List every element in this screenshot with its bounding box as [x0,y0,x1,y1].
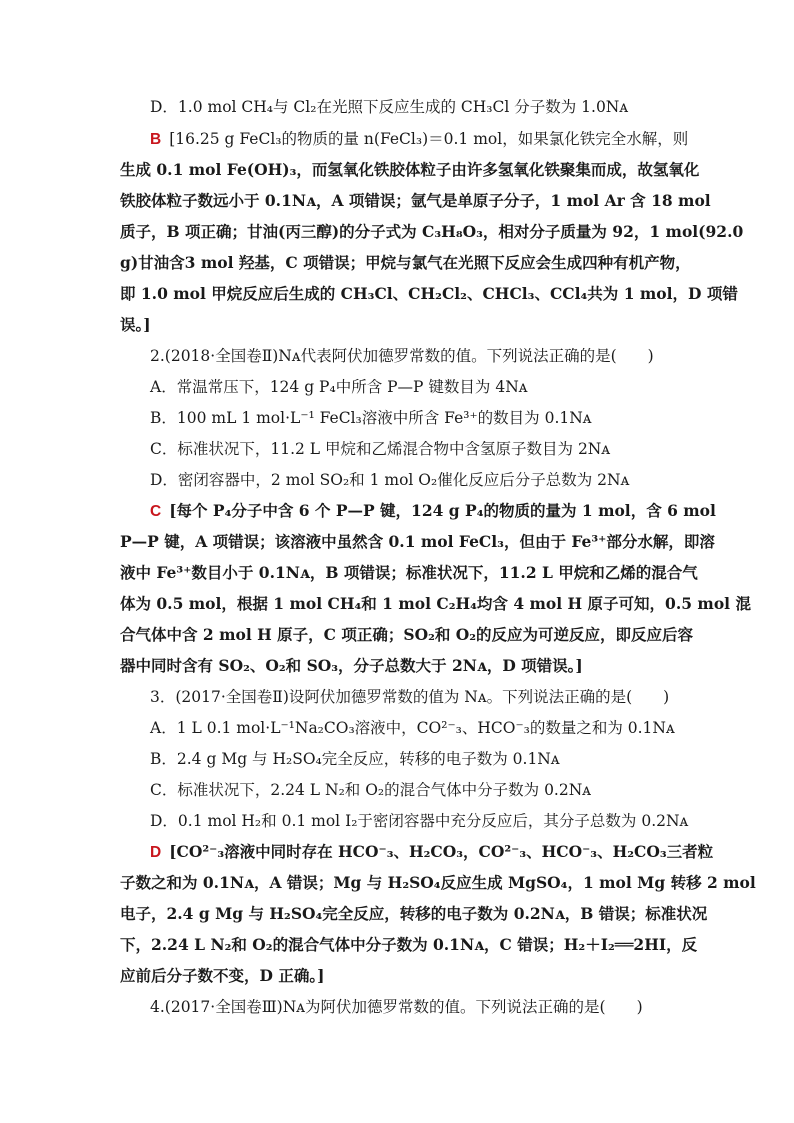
q1-explanation-line: g)甘油含3 mol 羟基，C 项错误；甲烷与氯气在光照下反应会生成四种有机产物， [120,253,691,272]
q2-option-d: D．密闭容器中，2 mol SO₂和 1 mol O₂催化反应后分子总数为 2Nᴀ [150,471,630,489]
q3-option-c: C．标准状况下，2.24 L N₂和 O₂的混合气体中分子数为 0.2Nᴀ [150,781,592,799]
q1-explanation-line: B [16.25 g FeCl₃的物质的量 n(FeCl₃)＝0.1 mol，如果氯化铁完全水解，则 [150,130,689,148]
q2-explanation-line: 器中同时含有 SO₂、O₂和 SO₃，分子总数大于 2Nᴀ，D 项错误。] [120,656,583,675]
q2-explanation-line: 合气体中含 2 mol H 原子，C 项正确；SO₂和 O₂的反应为可逆反应，即反应后容 [120,625,694,644]
q1-explanation-line: 铁胶体粒子数远小于 0.1Nᴀ，A 项错误；氩气是单原子分子，1 mol Ar 含 18 mol [120,191,711,210]
q1-explanation-line: 误。] [120,315,151,334]
q2-answer-letter: C [150,503,162,520]
q3-explanation-line: 应前后分子数不变，D 正确。] [120,966,325,985]
q3-explanation-line: 子数之和为 0.1Nᴀ，A 错误；Mg 与 H₂SO₄反应生成 MgSO₄，1 mol Mg 转移 2 mol [120,873,756,892]
q2-explanation-line: P—P 键，A 项错误；该溶液中虽然含 0.1 mol FeCl₃，但由于 Fe³⁺部分水解，即溶 [120,532,715,551]
q2-stem: 2.(2018·全国卷Ⅱ)Nᴀ代表阿伏加德罗常数的值。下列说法正确的是( ) [150,347,654,365]
q3-answer-letter: D [150,844,162,861]
q1-answer-letter: B [150,131,162,148]
q3-option-b: B．2.4 g Mg 与 H₂SO₄完全反应，转移的电子数为 0.1Nᴀ [150,750,560,768]
q2-option-c: C．标准状况下，11.2 L 甲烷和乙烯混合物中含氢原子数目为 2Nᴀ [150,440,611,458]
q4-stem: 4.(2017·全国卷Ⅲ)Nᴀ为阿伏加德罗常数的值。下列说法正确的是( ) [150,998,643,1016]
q2-explanation-line: C [每个 P₄分子中含 6 个 P—P 键，124 g P₄的物质的量为 1 mol，含 6 mol [150,501,716,520]
q2-option-a: A．常温常压下，124 g P₄中所含 P—P 键数目为 4Nᴀ [150,378,528,396]
q2-explanation-line: 液中 Fe³⁺数目小于 0.1Nᴀ，B 项错误；标准状况下，11.2 L 甲烷和乙烯的混合气 [120,563,698,582]
q3-explanation-line: 电子，2.4 g Mg 与 H₂SO₄完全反应，转移的电子数为 0.2Nᴀ，B 错误；标准状况 [120,904,708,923]
q2-option-b: B．100 mL 1 mol·L⁻¹ FeCl₃溶液中所含 Fe³⁺的数目为 0.1Nᴀ [150,409,592,427]
q1-explanation-line: 生成 0.1 mol Fe(OH)₃，而氢氧化铁胶体粒子由许多氢氧化铁聚集而成，故氢氧化 [120,160,700,179]
q3-stem: 3．(2017·全国卷Ⅱ)设阿伏加德罗常数的值为 Nᴀ。下列说法正确的是( ) [150,688,670,706]
q1-explanation-line: 质子，B 项正确；甘油(丙三醇)的分子式为 C₃H₈O₃，相对分子质量为 92，1 mol(92.0 [120,222,744,241]
q3-explanation-line: 下，2.24 L N₂和 O₂的混合气体中分子数为 0.1Nᴀ，C 错误；H₂＋I₂══2HI，反 [120,935,698,954]
q3-explanation-line: D [CO²⁻₃溶液中同时存在 HCO⁻₃、H₂CO₃，CO²⁻₃、HCO⁻₃、H₂CO₃三者粒 [150,842,714,861]
q1-option-d: D．1.0 mol CH₄与 Cl₂在光照下反应生成的 CH₃Cl 分子数为 1.0Nᴀ [150,98,629,116]
q2-explanation-line: 体为 0.5 mol，根据 1 mol CH₄和 1 mol C₂H₄均含 4 mol H 原子可知，0.5 mol 混 [120,594,751,613]
q3-option-d: D．0.1 mol H₂和 0.1 mol I₂于密闭容器中充分反应后，其分子总数为 0.2Nᴀ [150,812,689,830]
q3-option-a: A．1 L 0.1 mol·L⁻¹Na₂CO₃溶液中，CO²⁻₃、HCO⁻₃的数量之和为 0.1Nᴀ [150,719,675,737]
q1-explanation-line: 即 1.0 mol 甲烷反应后生成的 CH₃Cl、CH₂Cl₂、CHCl₃、CCl₄共为 1 mol，D 项错 [120,284,738,303]
